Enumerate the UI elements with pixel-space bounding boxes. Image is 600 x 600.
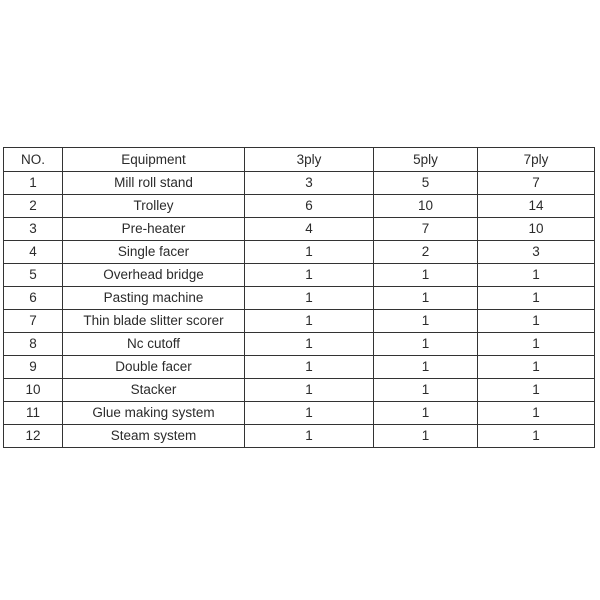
cell-7ply: 1 bbox=[478, 310, 595, 333]
cell-3ply: 1 bbox=[245, 241, 374, 264]
cell-3ply: 1 bbox=[245, 310, 374, 333]
cell-3ply: 1 bbox=[245, 402, 374, 425]
cell-equipment: Steam system bbox=[63, 425, 245, 448]
table-row bbox=[4, 310, 595, 333]
cell-equipment: Single facer bbox=[63, 241, 245, 264]
header-no: NO. bbox=[4, 148, 63, 172]
table-row bbox=[4, 333, 595, 356]
cell-equipment: Pre-heater bbox=[63, 218, 245, 241]
cell-3ply: 1 bbox=[245, 425, 374, 448]
cell-7ply: 1 bbox=[478, 356, 595, 379]
table-header-row bbox=[4, 148, 595, 172]
cell-no: 8 bbox=[4, 333, 63, 356]
equipment-table bbox=[3, 147, 595, 448]
header-7ply: 7ply bbox=[478, 148, 595, 172]
cell-equipment: Nc cutoff bbox=[63, 333, 245, 356]
cell-equipment: Thin blade slitter scorer bbox=[63, 310, 245, 333]
cell-5ply: 1 bbox=[374, 425, 478, 448]
cell-7ply: 1 bbox=[478, 287, 595, 310]
table-row bbox=[4, 287, 595, 310]
cell-no: 7 bbox=[4, 310, 63, 333]
cell-equipment: Glue making system bbox=[63, 402, 245, 425]
cell-3ply: 4 bbox=[245, 218, 374, 241]
cell-no: 10 bbox=[4, 379, 63, 402]
cell-5ply: 1 bbox=[374, 333, 478, 356]
cell-equipment: Double facer bbox=[63, 356, 245, 379]
cell-equipment: Trolley bbox=[63, 195, 245, 218]
cell-7ply: 1 bbox=[478, 425, 595, 448]
cell-no: 2 bbox=[4, 195, 63, 218]
table-row bbox=[4, 241, 595, 264]
cell-7ply: 7 bbox=[478, 172, 595, 195]
cell-no: 5 bbox=[4, 264, 63, 287]
cell-7ply: 10 bbox=[478, 218, 595, 241]
cell-5ply: 1 bbox=[374, 379, 478, 402]
cell-5ply: 2 bbox=[374, 241, 478, 264]
cell-3ply: 1 bbox=[245, 379, 374, 402]
table-row bbox=[4, 425, 595, 448]
cell-7ply: 3 bbox=[478, 241, 595, 264]
cell-no: 3 bbox=[4, 218, 63, 241]
cell-5ply: 10 bbox=[374, 195, 478, 218]
table-row bbox=[4, 356, 595, 379]
cell-equipment: Mill roll stand bbox=[63, 172, 245, 195]
cell-no: 1 bbox=[4, 172, 63, 195]
header-3ply: 3ply bbox=[245, 148, 374, 172]
table-row bbox=[4, 264, 595, 287]
cell-7ply: 1 bbox=[478, 333, 595, 356]
cell-5ply: 1 bbox=[374, 356, 478, 379]
cell-5ply: 7 bbox=[374, 218, 478, 241]
cell-no: 12 bbox=[4, 425, 63, 448]
cell-5ply: 5 bbox=[374, 172, 478, 195]
cell-no: 4 bbox=[4, 241, 63, 264]
cell-7ply: 14 bbox=[478, 195, 595, 218]
cell-5ply: 1 bbox=[374, 402, 478, 425]
cell-equipment: Overhead bridge bbox=[63, 264, 245, 287]
cell-3ply: 1 bbox=[245, 264, 374, 287]
cell-3ply: 6 bbox=[245, 195, 374, 218]
cell-7ply: 1 bbox=[478, 379, 595, 402]
cell-3ply: 1 bbox=[245, 287, 374, 310]
table-row bbox=[4, 195, 595, 218]
cell-7ply: 1 bbox=[478, 264, 595, 287]
table-row bbox=[4, 379, 595, 402]
cell-3ply: 1 bbox=[245, 333, 374, 356]
cell-5ply: 1 bbox=[374, 310, 478, 333]
cell-no: 9 bbox=[4, 356, 63, 379]
cell-5ply: 1 bbox=[374, 287, 478, 310]
cell-3ply: 1 bbox=[245, 356, 374, 379]
table-row bbox=[4, 402, 595, 425]
equipment-table-container bbox=[3, 147, 594, 448]
cell-equipment: Pasting machine bbox=[63, 287, 245, 310]
table-row bbox=[4, 172, 595, 195]
cell-no: 6 bbox=[4, 287, 63, 310]
cell-7ply: 1 bbox=[478, 402, 595, 425]
cell-3ply: 3 bbox=[245, 172, 374, 195]
table-row bbox=[4, 218, 595, 241]
cell-equipment: Stacker bbox=[63, 379, 245, 402]
cell-5ply: 1 bbox=[374, 264, 478, 287]
header-equipment: Equipment bbox=[63, 148, 245, 172]
cell-no: 11 bbox=[4, 402, 63, 425]
header-5ply: 5ply bbox=[374, 148, 478, 172]
